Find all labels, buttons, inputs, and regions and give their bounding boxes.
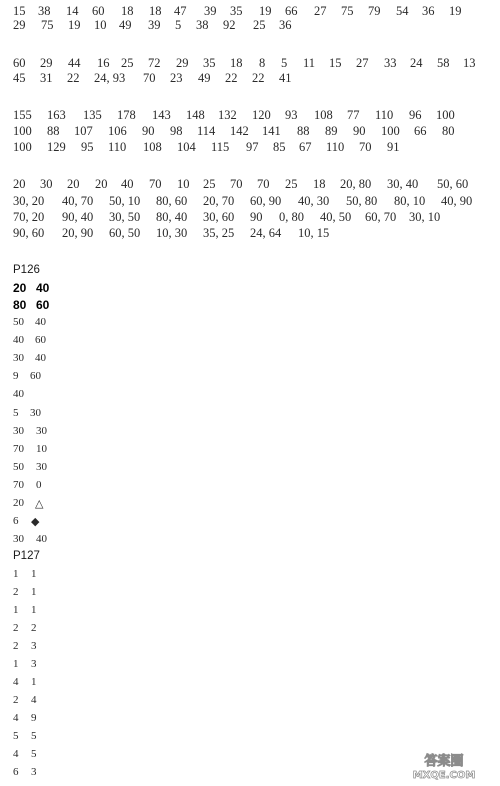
answer-value: 25 [253,18,266,32]
answer-value: 19 [68,18,81,32]
answer-value: 38 [38,4,51,18]
answer-value: 132 [218,108,237,122]
answer-value: 20 [13,281,27,295]
answer-value: 40 [121,177,134,191]
answer-value: △ [35,498,44,510]
answer-value: 5 [281,56,288,70]
answer-value: 77 [347,108,360,122]
answer-value: 10 [36,443,47,455]
answer-value: 30 [40,177,53,191]
answer-value: 3 [31,766,37,778]
watermark-top-text: 答案圈 [424,754,464,769]
answer-value: 2 [13,640,19,652]
answer-value: 40 [36,533,47,545]
answer-value: 106 [108,124,127,138]
answer-value: 29 [40,56,53,70]
answer-value: 148 [186,108,205,122]
answer-value: 25 [203,177,216,191]
answer-value: 72 [148,56,161,70]
answer-value: 8 [259,56,266,70]
answer-value: 1 [31,586,37,598]
answer-value: 100 [436,108,455,122]
answer-value: 50, 60 [437,177,469,191]
answer-value: 80, 40 [156,210,188,224]
answer-value: 40, 70 [62,194,94,208]
answer-value: 39 [148,18,161,32]
answer-value: 22 [252,71,265,85]
answer-value: 36 [422,4,435,18]
answer-value: 4 [13,676,19,688]
answer-value: 18 [121,4,134,18]
answer-value: 70 [143,71,156,85]
answer-value: 15 [13,4,26,18]
answer-value: 5 [13,407,19,419]
answer-value: 163 [47,108,66,122]
answer-value: 141 [262,124,281,138]
answer-value: 30, 40 [387,177,419,191]
answer-value: 70 [359,140,372,154]
answer-value: 20 [13,177,26,191]
answer-value: 97 [246,140,259,154]
answer-value: 75 [41,18,54,32]
answer-value: 115 [211,140,230,154]
answer-value: 6 [13,515,19,527]
answer-value: 89 [325,124,338,138]
answer-value: 100 [13,140,32,154]
answer-value: 67 [299,140,312,154]
answer-value: 54 [396,4,409,18]
answer-value: 60 [92,4,105,18]
answer-value: 40 [13,388,24,400]
answer-value: 20, 90 [62,226,94,240]
answer-value: 40 [13,334,24,346]
answer-value: 16 [97,56,110,70]
answer-value: 107 [74,124,93,138]
answer-value: 100 [13,124,32,138]
answer-value: 95 [81,140,94,154]
answer-value: 4 [31,694,37,706]
answer-value: 70 [230,177,243,191]
answer-value: 1 [13,568,19,580]
answer-value: 31 [40,71,53,85]
answer-value: 75 [341,4,354,18]
answer-value: 60, 90 [250,194,282,208]
answer-value: 70, 20 [13,210,45,224]
answer-value: 110 [375,108,394,122]
answer-value: ◆ [31,516,40,528]
answer-value: 90 [353,124,366,138]
answer-value: 90, 60 [13,226,45,240]
answer-value: 70 [13,443,24,455]
answer-value: 24, 64 [250,226,282,240]
answer-value: 60 [36,298,50,312]
answer-value: 0 [36,479,42,491]
answer-value: 40 [35,352,46,364]
answer-value: 110 [326,140,345,154]
answer-value: 23 [170,71,183,85]
answer-value: 18 [149,4,162,18]
answer-value: 120 [252,108,271,122]
answer-value: 20, 70 [203,194,235,208]
answer-value: 1 [31,568,37,580]
answer-value: 50, 10 [109,194,141,208]
answer-value: 70 [13,479,24,491]
answer-value: 79 [368,4,381,18]
answer-value: 60, 50 [109,226,141,240]
answer-value: 49 [198,71,211,85]
answer-value: 33 [384,56,397,70]
answer-value: 0, 80 [279,210,304,224]
answer-value: 19 [259,4,272,18]
answer-value: 60 [13,56,26,70]
answer-value: 4 [13,748,19,760]
answer-value: 1 [31,604,37,616]
answer-value: 108 [314,108,333,122]
answer-value: 178 [117,108,136,122]
answer-value: 40 [35,316,46,328]
answer-value: 50 [13,461,24,473]
answer-value: 60 [35,334,46,346]
answer-value: 27 [314,4,327,18]
answer-value: 22 [225,71,238,85]
answer-value: 30, 20 [13,194,45,208]
answer-value: 80 [442,124,455,138]
answer-value: 66 [285,4,298,18]
answer-value: 10, 30 [156,226,188,240]
answer-value: 40, 50 [320,210,352,224]
answer-value: 2 [13,694,19,706]
answer-value: 104 [177,140,196,154]
answer-value: 2 [13,586,19,598]
answer-value: 110 [108,140,127,154]
answer-value: 100 [381,124,400,138]
answer-value: 80, 10 [394,194,426,208]
answer-value: 40 [36,281,50,295]
answer-value: P127 [13,550,40,562]
answer-value: 5 [13,730,19,742]
answer-value: 30 [36,461,47,473]
answer-value: 10 [177,177,190,191]
answer-value: 35 [230,4,243,18]
answer-value: 11 [303,56,316,70]
answer-value: 20 [95,177,108,191]
answer-value: 92 [223,18,236,32]
answer-value: 80 [13,298,27,312]
answer-value: 38 [196,18,209,32]
answer-value: 80, 60 [156,194,188,208]
answer-value: 3 [31,658,37,670]
answer-value: 4 [13,712,19,724]
answer-value: 30, 10 [409,210,441,224]
answer-value: 5 [175,18,182,32]
answer-value: 88 [297,124,310,138]
answer-value: 1 [13,658,19,670]
answer-value: 30 [13,352,24,364]
answer-value: 88 [47,124,60,138]
answer-value: 10, 15 [298,226,330,240]
answer-value: 30 [13,533,24,545]
answer-value: 143 [152,108,171,122]
answer-value: 5 [31,730,37,742]
answer-value: 35 [203,56,216,70]
answer-value: 47 [174,4,187,18]
answer-value: 45 [13,71,26,85]
answer-value: 70 [149,177,162,191]
answer-value: 90, 40 [62,210,94,224]
answer-value: 5 [31,748,37,760]
answer-value: 2 [31,622,37,634]
answer-value: 2 [13,622,19,634]
answer-value: 18 [230,56,243,70]
answer-value: 142 [230,124,249,138]
answer-value: 18 [313,177,326,191]
answer-value: 22 [67,71,80,85]
answer-value: 24 [410,56,423,70]
answer-value: 40, 30 [298,194,330,208]
answer-value: 60, 70 [365,210,397,224]
answer-value: 60 [30,370,41,382]
answer-value: 50, 80 [346,194,378,208]
answer-value: 9 [31,712,37,724]
answer-value: 19 [449,4,462,18]
answer-value: 90 [250,210,263,224]
watermark-bottom-text: MXQE.COM [412,770,476,781]
answer-value: 30 [30,407,41,419]
answer-value: 96 [409,108,422,122]
answer-value: 39 [204,4,217,18]
answer-value: 135 [83,108,102,122]
answer-value: 30, 50 [109,210,141,224]
answer-value: 129 [47,140,66,154]
answer-value: 85 [273,140,286,154]
answer-value: 108 [143,140,162,154]
answer-value: 114 [197,124,216,138]
answer-value: 10 [94,18,107,32]
answer-value: 15 [329,56,342,70]
answer-value: 20, 80 [340,177,372,191]
answer-value: 1 [13,604,19,616]
answer-value: 98 [170,124,183,138]
answer-value: 20 [13,497,24,509]
answer-value: 20 [67,177,80,191]
answer-value: 30 [36,425,47,437]
answer-value: 155 [13,108,32,122]
answer-value: 49 [119,18,132,32]
answer-value: 58 [437,56,450,70]
answer-value: 9 [13,370,19,382]
watermark-logo [394,751,494,781]
answer-value: 29 [176,56,189,70]
answer-value: 90 [142,124,155,138]
answer-value: 93 [285,108,298,122]
answer-value: 91 [387,140,400,154]
answer-value: 40, 90 [441,194,473,208]
answer-value: 36 [279,18,292,32]
answer-value: 14 [66,4,79,18]
answer-value: 29 [13,18,26,32]
answer-value: 44 [68,56,81,70]
answer-value: 66 [414,124,427,138]
answer-value: 13 [463,56,476,70]
answer-value: 3 [31,640,37,652]
answer-value: 25 [121,56,134,70]
answer-value: P126 [13,264,40,276]
answer-value: 41 [279,71,292,85]
answer-value: 27 [356,56,369,70]
answer-value: 35, 25 [203,226,235,240]
answer-value: 30, 60 [203,210,235,224]
answer-value: 50 [13,316,24,328]
answer-value: 25 [285,177,298,191]
answer-value: 24, 93 [94,71,126,85]
answer-value: 1 [31,676,37,688]
answer-value: 6 [13,766,19,778]
answer-value: 30 [13,425,24,437]
answer-value: 70 [257,177,270,191]
